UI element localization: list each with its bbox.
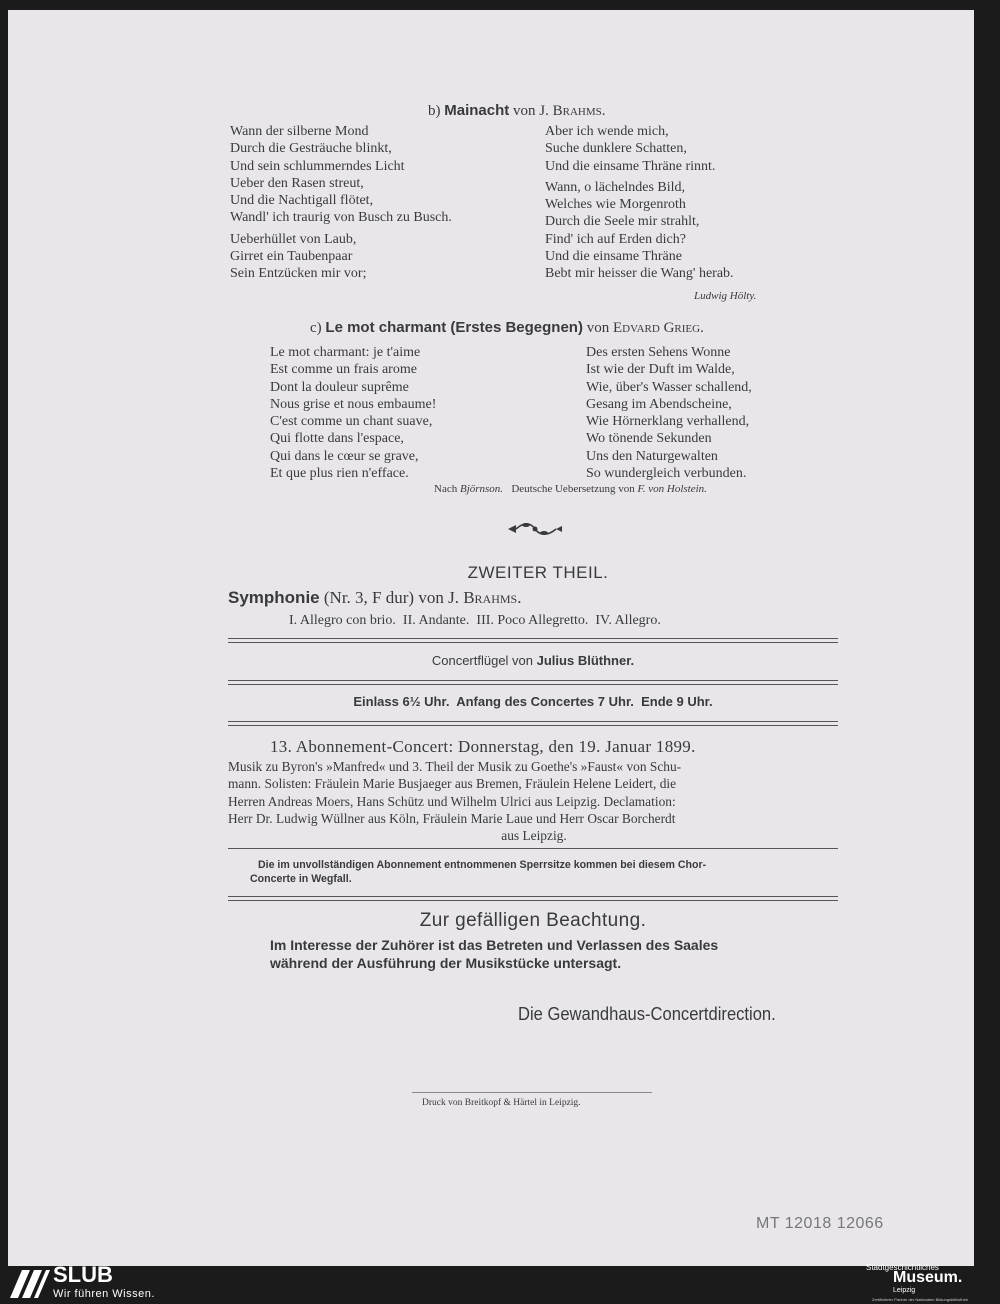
verse-line: Ueber den Rasen streut,: [230, 175, 364, 191]
slub-logo-text: SLUB: [53, 1262, 113, 1287]
next-concert-text: [228, 758, 840, 844]
text-line: mann. Solisten: Fräulein Marie Busjaeger aus Bremen, Fräulein Helene Leidert, die: [228, 776, 677, 792]
verse-line: Gesang im Abendscheine,: [586, 396, 732, 412]
mainacht-right-column: [545, 123, 734, 283]
mainacht-title: Mainacht: [444, 102, 510, 119]
verse-line: Girret ein Taubenpaar: [230, 249, 353, 265]
concertfluegel-maker: Julius Blüthner.: [536, 653, 635, 668]
motcharmant-prefix: c): [310, 320, 322, 336]
verse-line: Est comme un frais arome: [270, 362, 417, 378]
verse-line: Dont la douleur suprême: [270, 379, 409, 395]
text-line: Im Interesse der Zuhörer ist das Betreten und Verlassen des Saales: [270, 937, 719, 953]
verse-line: Find' ich auf Erden dich?: [545, 231, 686, 247]
verse-line: So wundergleich verbunden.: [586, 466, 747, 482]
signature: Die Gewandhaus-Concertdirection.: [518, 1004, 776, 1024]
verse-line: Und sein schlummerndes Licht: [230, 158, 405, 174]
mainacht-left-column: [230, 123, 452, 283]
mainacht-poet: Ludwig Hölty.: [694, 290, 757, 302]
verse-line: Qui dans le cœur se grave,: [270, 448, 419, 464]
motcharmant-composer: Edvard Grieg.: [612, 320, 704, 336]
divider: [228, 638, 838, 643]
motcharmant-right-column: [586, 344, 752, 482]
verse-line: Aber ich wende mich,: [545, 124, 669, 139]
text-line: Herren Andreas Moers, Hans Schütz und Wilhelm Ulrici aus Leipzig. Declamation:: [228, 793, 676, 809]
divider: [228, 848, 838, 849]
archive-mark: MT 12018 12066: [756, 1215, 884, 1232]
verse-line: Durch die Seele mir strahlt,: [545, 214, 700, 230]
verse-line: Ist wie der Duft im Walde,: [586, 362, 735, 378]
symphonie-composer: J. Brahms.: [448, 588, 522, 607]
verse-line: Suche dunklere Schatten,: [545, 141, 687, 157]
slub-tagline: Wir führen Wissen.: [53, 1288, 155, 1300]
verse-line: Wandl' ich traurig von Busch zu Busch.: [230, 210, 452, 226]
beachtung-title: Zur gefälligen Beachtung.: [419, 910, 647, 931]
symphonie-line: [228, 588, 521, 608]
symphonie-movements: I. Allegro con brio. II. Andante. III. Poco Allegretto. IV. Allegro.: [289, 613, 661, 628]
verse-line: Wann der silberne Mond: [230, 124, 369, 139]
notice-line: Die im unvollständigen Abonnement entnommenen Sperrsitze kommen bei diesem Chor-: [258, 859, 707, 871]
slub-logo-icon: [8, 1268, 52, 1300]
text-line: aus Leipzig.: [501, 828, 567, 844]
credit-nach: Nach: [434, 483, 458, 495]
museum-name: Museum.: [893, 1269, 963, 1286]
verse-line: Nous grise et nous embaume!: [270, 396, 437, 412]
concert-times: Einlass 6½ Uhr. Anfang des Concertes 7 Uhr. Ende 9 Uhr.: [353, 694, 713, 709]
verse-line: Des ersten Sehens Wonne: [586, 345, 731, 360]
verse-line: Und die Nachtigall flötet,: [230, 193, 374, 209]
zweiter-theil-title: ZWEITER THEIL.: [467, 563, 609, 582]
motcharmant-credit: [434, 483, 707, 495]
program-page: [8, 10, 974, 1266]
mainacht-composer: J. Brahms.: [539, 103, 606, 119]
museum-note: Zertifizierter Partner der Nationalen Bildungsbibliothek: [872, 1297, 968, 1302]
text-line: während der Ausführung der Musikstücke untersagt.: [270, 955, 622, 971]
verse-line: Durch die Gesträuche blinkt,: [230, 141, 392, 157]
beachtung-text: [270, 936, 718, 972]
floral-ornament-icon: [506, 520, 564, 538]
divider: [228, 896, 838, 901]
credit-translation: Deutsche Uebersetzung von: [511, 483, 635, 495]
verse-line: C'est comme un chant suave,: [270, 414, 433, 430]
motcharmant-heading: [310, 319, 704, 337]
verse-line: Wie, über's Wasser schallend,: [586, 379, 752, 395]
museum-small: Stadtgeschichtliches: [866, 1263, 939, 1272]
next-concert-heading: 13. Abonnement-Concert: Donnerstag, den 19. Januar 1899.: [270, 737, 696, 756]
verse-line: Bebt mir heisser die Wang' herab.: [545, 266, 734, 282]
printer-credit: Druck von Breitkopf & Härtel in Leipzig.: [422, 1098, 581, 1108]
verse-line: Le mot charmant: je t'aime: [270, 345, 421, 360]
verse-line: Wann, o lächelndes Bild,: [545, 179, 686, 195]
credit-translator: F. von Holstein.: [637, 483, 707, 495]
concertfluegel-prefix: Concertflügel von: [431, 653, 534, 668]
museum-city: Leipzig: [893, 1287, 916, 1294]
text-line: Herr Dr. Ludwig Wüllner aus Köln, Fräulein Marie Laue und Herr Oscar Borcherdt: [228, 810, 676, 826]
concertfluegel-line: [228, 653, 838, 668]
divider: [228, 721, 838, 726]
mainacht-heading: [428, 102, 605, 120]
divider: [228, 680, 838, 685]
motcharmant-left-column: [270, 344, 436, 482]
symphonie-detail: (Nr. 3, F dur) von: [323, 588, 444, 607]
motcharmant-von: von: [586, 320, 610, 336]
mainacht-prefix: b): [428, 103, 441, 119]
sperrsitze-notice: [250, 858, 707, 886]
verse-line: Welches wie Morgenroth: [545, 197, 686, 213]
symphonie-title: Symphonie: [228, 588, 320, 607]
mainacht-von: von: [513, 103, 536, 119]
motcharmant-title: Le mot charmant (Erstes Begegnen): [325, 319, 583, 336]
verse-line: Et que plus rien n'efface.: [270, 466, 409, 482]
verse-line: Wie Hörnerklang verhallend,: [586, 414, 750, 430]
verse-line: Und die einsame Thräne rinnt.: [545, 158, 716, 174]
verse-line: Qui flotte dans l'espace,: [270, 431, 404, 447]
verse-line: Ueberhüllet von Laub,: [230, 231, 357, 247]
verse-line: Uns den Naturgewalten: [586, 448, 718, 464]
footer-bar: [0, 1262, 1000, 1304]
verse-line: Wo tönende Sekunden: [586, 431, 712, 447]
notice-line: Concerte in Wegfall.: [250, 873, 352, 885]
divider: [412, 1092, 652, 1093]
verse-line: Sein Entzücken mir vor;: [230, 266, 367, 282]
verse-line: Und die einsame Thräne: [545, 249, 682, 265]
text-line: Musik zu Byron's »Manfred« und 3. Theil der Musik zu Goethe's »Faust« von Schu-: [228, 759, 682, 774]
credit-poet: Björnson.: [459, 483, 504, 495]
